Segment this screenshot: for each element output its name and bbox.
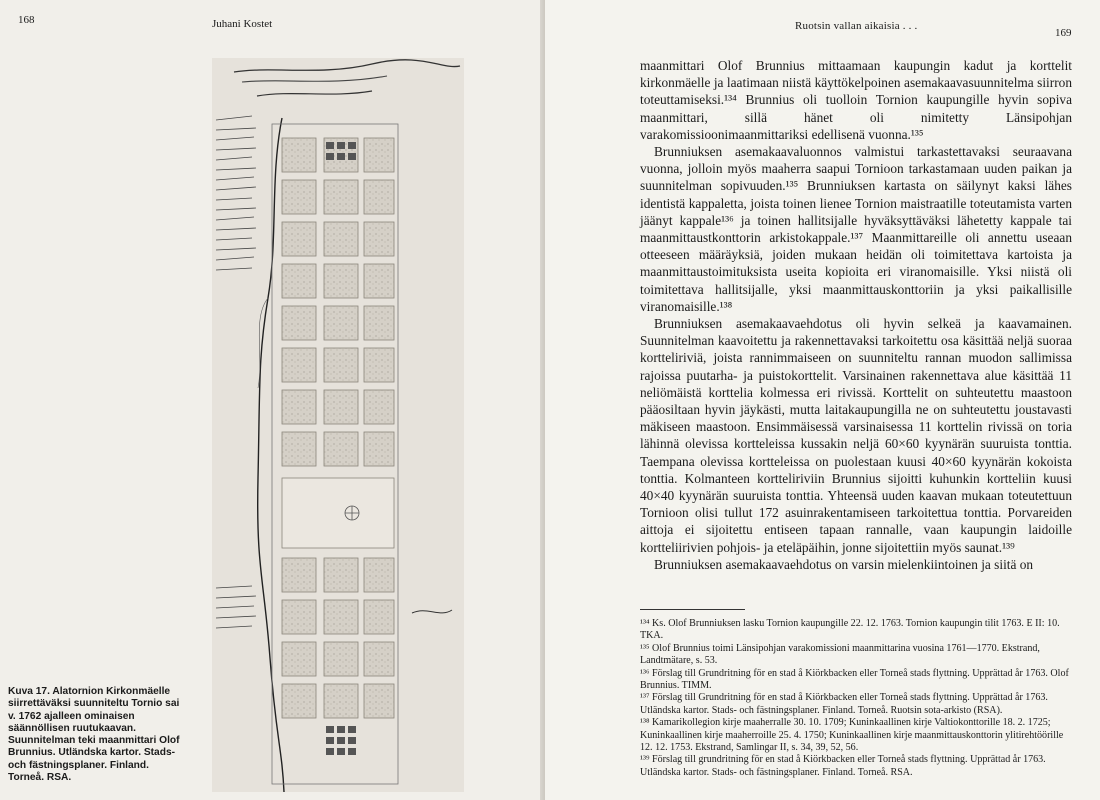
footnote: ¹³⁴ Ks. Olof Brunniuksen lasku Tornion kaupungille 22. 12. 1763. Tornion kaupungin tilit 1763. E II: 10. TKA. <box>640 618 1060 642</box>
town-plan-map-drawing <box>212 58 464 792</box>
footnotes <box>640 618 1072 779</box>
left-page <box>0 0 545 800</box>
footnote: ¹³⁶ Förslag till Grundritning för en stad å Kiörkbacken eller Torneå stads flyttning. Upprättad år 1763. Olof Brunnius. TIMM. <box>640 667 1069 692</box>
footnote-divider <box>640 609 745 610</box>
body-text <box>640 57 1072 573</box>
page-number-left: 168 <box>18 14 35 26</box>
paragraph: Brunniuksen asemakaavaluonnos valmistui tarkastettavaksi seuraavana vuonna, jolloin myös maaherra saapui Tornioon tarkastamaan uuden paikan ja suunnitelman sopivuuden.¹³⁵ Brunniuksen kartasta on säilynyt kaksi lähes identistä kappaletta, joista toinen lienee Tornion maistraatille toteutamista varten jäänyt kappale¹³⁶ ja toinen hallitsijalle hyväksyttäväksi lähetetty kappale tai maanmittaustkonttorin arkistokappale.¹³⁷ Maanmittareille oli annettu useaan otteeseen määräyksiä, joiden mukaan heidän oli toimitettava kartoista ja maanmittaustoimituksista useita kopioita eri viranomaisille. Yksi niistä oli toimitettava hallitsijalle, yksi maanmittauskonttoriin ja yksi paikallisille viranomaisille.¹³⁸ <box>640 144 1072 314</box>
paragraph: maanmittari Olof Brunnius mittaamaan kaupungin kadut ja korttelit kirkonmäelle ja laatimaan niistä käyttökelpoinen asemakaavasuunnitelma siirron toteuttamiseksi.¹³⁴ Brunnius oli tuolloin Tornion kaupungille hyvin sopiva maanmittari, sillä hänet oli nimitetty Länsipohjan varakomissioonimaanmittariksi edellisenä vuonna.¹³⁵ <box>640 58 1072 142</box>
paragraph: Brunniuksen asemakaavaehdotus oli hyvin selkeä ja kaavamainen. Suunnitelman kaavoitettu ja rakennettavaksi tarkoitettu osa käsittää neljä suoraa kortteliriviä, joista rannimmaiseen on suunniteltu rannan muodon sallimissa rajoissa puutarha- ja puistokorttelit. Varsinainen rakennettava alue käsittää 11 neliömäistä korttelia kolmessa eri rivissä. Korttelit on suhteutettu maastoon pääosiltaan hyvin jäykästi, mutta laitakaupungilla ne on suhteutettu joustavasti mäkiseen maastoon. Ensimmäisessä varsinaisessa 11 korttelin rivissä on toria lähinnä olevissa kortteleissa kussakin neljä 60×60 kyynärän suuruista tonttia. Taempana olevissa kortteleissa on puolestaan kuusi 40×60 kyynärän kokoista tonttia. Kolmanteen kortteliriviin Brunnius sijoitti kuhunkin kortteliin kuusi 40×40 kyynärän suuruista tonttia. Yhteensä uuden kaavan mukaan toteutettuun Tornioon olisi tullut 172 asuinrakentamiseen tarkoitettua tonttia. Porvareiden aittoja ei sijoitettu entiseen tapaan rannalle, vaan kaupungin laidoille kortteliirivien pohjois- ja eteläpäihin, jonne sijoitettiin myös saunat.¹³⁹ <box>640 316 1072 555</box>
figure-caption: Kuva 17. Alatornion Kirkonmäelle siirrettäväksi suunniteltu Tornio sai v. 1762 ajalleen ominaisen säännöllisen ruutukaavan. Suunnitelman teki maanmittari Olof Brunnius. Utländska kartor. Stads- och fästningsplaner. Finland. Torneå. RSA. <box>8 686 180 784</box>
footnote: ¹³⁸ Kamarikollegion kirje maaherralle 30. 10. 1709; Kuninkaallinen kirje Valtiokonttorille 18. 2. 1725; Kuninkaallinen kirje maaherroille 25. 4. 1750; Kuninkaallinen kirje maanmittauskonttorin ylitirehtöörille 12. 12. 1753. Ekstrand, Samlingar II, s. 34, 39, 52, 56. <box>640 717 1064 754</box>
running-head-right: Ruotsin vallan aikaisia . . . <box>795 20 918 32</box>
page-number-right: 169 <box>1055 27 1072 39</box>
footnote: ¹³⁵ Olof Brunnius toimi Länsipohjan varakomissioni maanmittarina vuosina 1761—1770. Ekstrand, Landtmätare, s. 53. <box>640 642 1040 667</box>
footnote: ¹³⁷ Förslag till Grundritning för en stad å Kiörkbacken eller Torneå stads flyttning. Upprättad år 1763. Utländska kartor. Stads- och fästningsplaner. Finland. Torneå. Ruotsin sota-arkisto (RSA). <box>640 692 1048 716</box>
town-plan-map-image <box>212 58 464 792</box>
paragraph: Brunniuksen asemakaavaehdotus on varsin mielenkiintoinen ja siitä on <box>654 556 1034 572</box>
running-head-left: Juhani Kostet <box>212 18 273 30</box>
footnote: ¹³⁹ Förslag till grundritning för en stad å Kiörkbacken eller Torneå stads flyttning. Upprättad år 1763. Utländska kartor. Stads- och fästningsplaner. Finland. Torneå. RSA. <box>640 754 1046 778</box>
